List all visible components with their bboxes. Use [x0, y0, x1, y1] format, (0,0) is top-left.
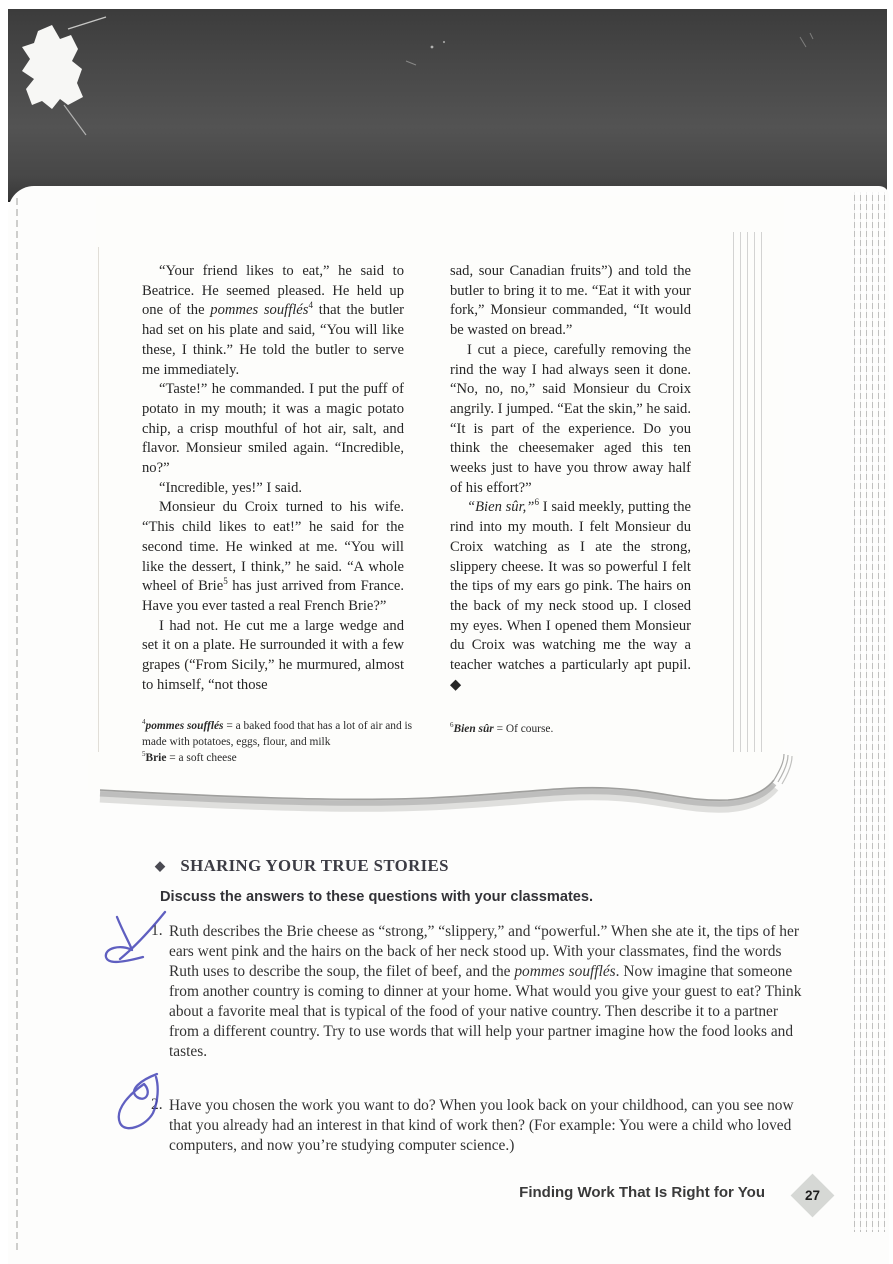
paragraph [450, 262, 691, 341]
text-run: sad, sour Canadian fruits”) and told the butler to bring it to me. “Eat it with your fork,” Monsieur commanded, “It would be wasted on bread.” [450, 263, 691, 339]
question-2-text [169, 1096, 809, 1156]
paragraph [142, 719, 438, 751]
text-run: pommes soufflés [210, 302, 309, 319]
text-run: = a soft cheese [166, 751, 237, 764]
footer-chapter-title: Finding Work That Is Right for You [519, 1184, 765, 1201]
text-run: has just arrived from France. Have you ever tasted a real French Brie?” [142, 578, 404, 614]
text-run: pommes soufflés [514, 963, 616, 980]
question-2-number: 2. [151, 1096, 163, 1113]
text-run: 6 [450, 721, 454, 730]
text-run: Monsieur du Croix turned to his wife. “This child likes to eat!” he said for the second time. He winked at me. “You will like the dessert, I think,” he said. “A whole wheel of Brie [142, 499, 404, 595]
text-run: that the butler had set on his plate and said, “You will like these, I think.” He told the butler to serve me immediately. [142, 302, 404, 378]
inset-page-right-edges [733, 232, 763, 760]
paragraph [450, 498, 691, 695]
paragraph [142, 498, 404, 616]
text-run: 5 [223, 576, 228, 587]
activity-heading-row [155, 856, 449, 876]
text-run: Have you chosen the work you want to do? When you look back on your childhood, can you see now that you already had an interest in that kind of work then? (For example: You were a child who loved computers, and now you’re studying computer science.) [169, 1097, 794, 1154]
activity-heading-title: SHARING YOUR TRUE STORIES [180, 856, 449, 875]
text-run: pommes soufflés [145, 720, 224, 732]
text-run: . Now imagine that someone from another country is coming to dinner at your home. What would you give your guest to eat? Think about a favorite meal that is typical of the food of your native country. Then describe it to a partner from a different country. Try to use words that will help your partner imagine how the food looks and tastes. [169, 963, 802, 1060]
right-page-stack-edges [854, 192, 886, 1232]
inset-page-left-edge [98, 247, 99, 787]
footnotes-left [142, 719, 438, 766]
text-run: ◆ [450, 676, 462, 693]
story-column-right [450, 262, 691, 695]
text-run: I said meekly, putting the rind into my mouth. I felt Monsieur du Croix watching as I ate the strong, slippery cheese. It was so powerful I felt the tips of my ears go pink. The hairs on the back of my neck stood up. I closed my eyes. When I opened them Monsieur du Croix was watching me the way a teacher watches a particularly apt pupil. [450, 499, 692, 674]
text-run: “Incredible, yes!” I said. [159, 479, 303, 496]
text-run: “Your friend likes to eat,” he said to Beatrice. He seemed pleased. He held up one of the [142, 263, 404, 319]
paragraph [142, 751, 438, 767]
paragraph [142, 479, 404, 499]
footnotes-right [450, 722, 690, 738]
text-run: Brie [145, 751, 167, 764]
text-run: “Bien sûr,” [467, 499, 535, 516]
activity-instruction: Discuss the answers to these questions with your classmates. [160, 889, 594, 905]
text-run: = a baked food that has a lot of air and is made with potatoes, eggs, flour, and milk [142, 720, 413, 748]
paragraph [142, 617, 404, 696]
text-run: 6 [534, 497, 539, 508]
text-run: I had not. He cut me a large wedge and set it on a plate. He surrounded it with a few grapes (“From Sicily,” he murmured, almost to himself, “not those [142, 617, 404, 693]
paragraph [142, 380, 404, 479]
question-1-text [169, 922, 809, 1062]
question-1-number: 1. [151, 922, 163, 939]
text-run: I cut a piece, carefully removing the rind the way I had always seen it done. “No, no, no,” said Monsieur du Croix angrily. I jumped. “Eat the skin,” he said. “It is part of the experience. Do you think the cheesemaker aged this ten weeks just to have you throw away half of his effort?” [450, 341, 691, 496]
text-run: 4 [308, 300, 313, 311]
text-run: = Of course. [493, 723, 554, 735]
text-run: “Taste!” he commanded. I put the puff of potato in my mouth; it was a magic potato chip, a crisp mouthful of hot air, salt, and flavor. Monsieur smiled again. “Incredible, no?” [142, 381, 404, 477]
paragraph [450, 722, 690, 738]
story-column-left [142, 262, 404, 695]
page-number: 27 [804, 1188, 821, 1203]
text-run: Bien sûr [453, 723, 494, 735]
scan-background-band [8, 9, 887, 202]
diamond-icon: ◆ [155, 858, 166, 873]
paragraph [142, 262, 404, 380]
text-run: Ruth describes the Brie cheese as “strong,” “slippery,” and “powerful.” When she ate it, the tips of her ears went pink and the hairs on the back of her neck stood up. With your classmates, find the words Ruth uses to describe the soup, the filet of beef, and the [169, 923, 799, 980]
text-run: 5 [142, 749, 146, 758]
torn-paper-spot [8, 9, 887, 200]
text-run: 4 [142, 718, 146, 727]
paragraph [450, 341, 691, 499]
left-page-edge-line [16, 198, 18, 1250]
